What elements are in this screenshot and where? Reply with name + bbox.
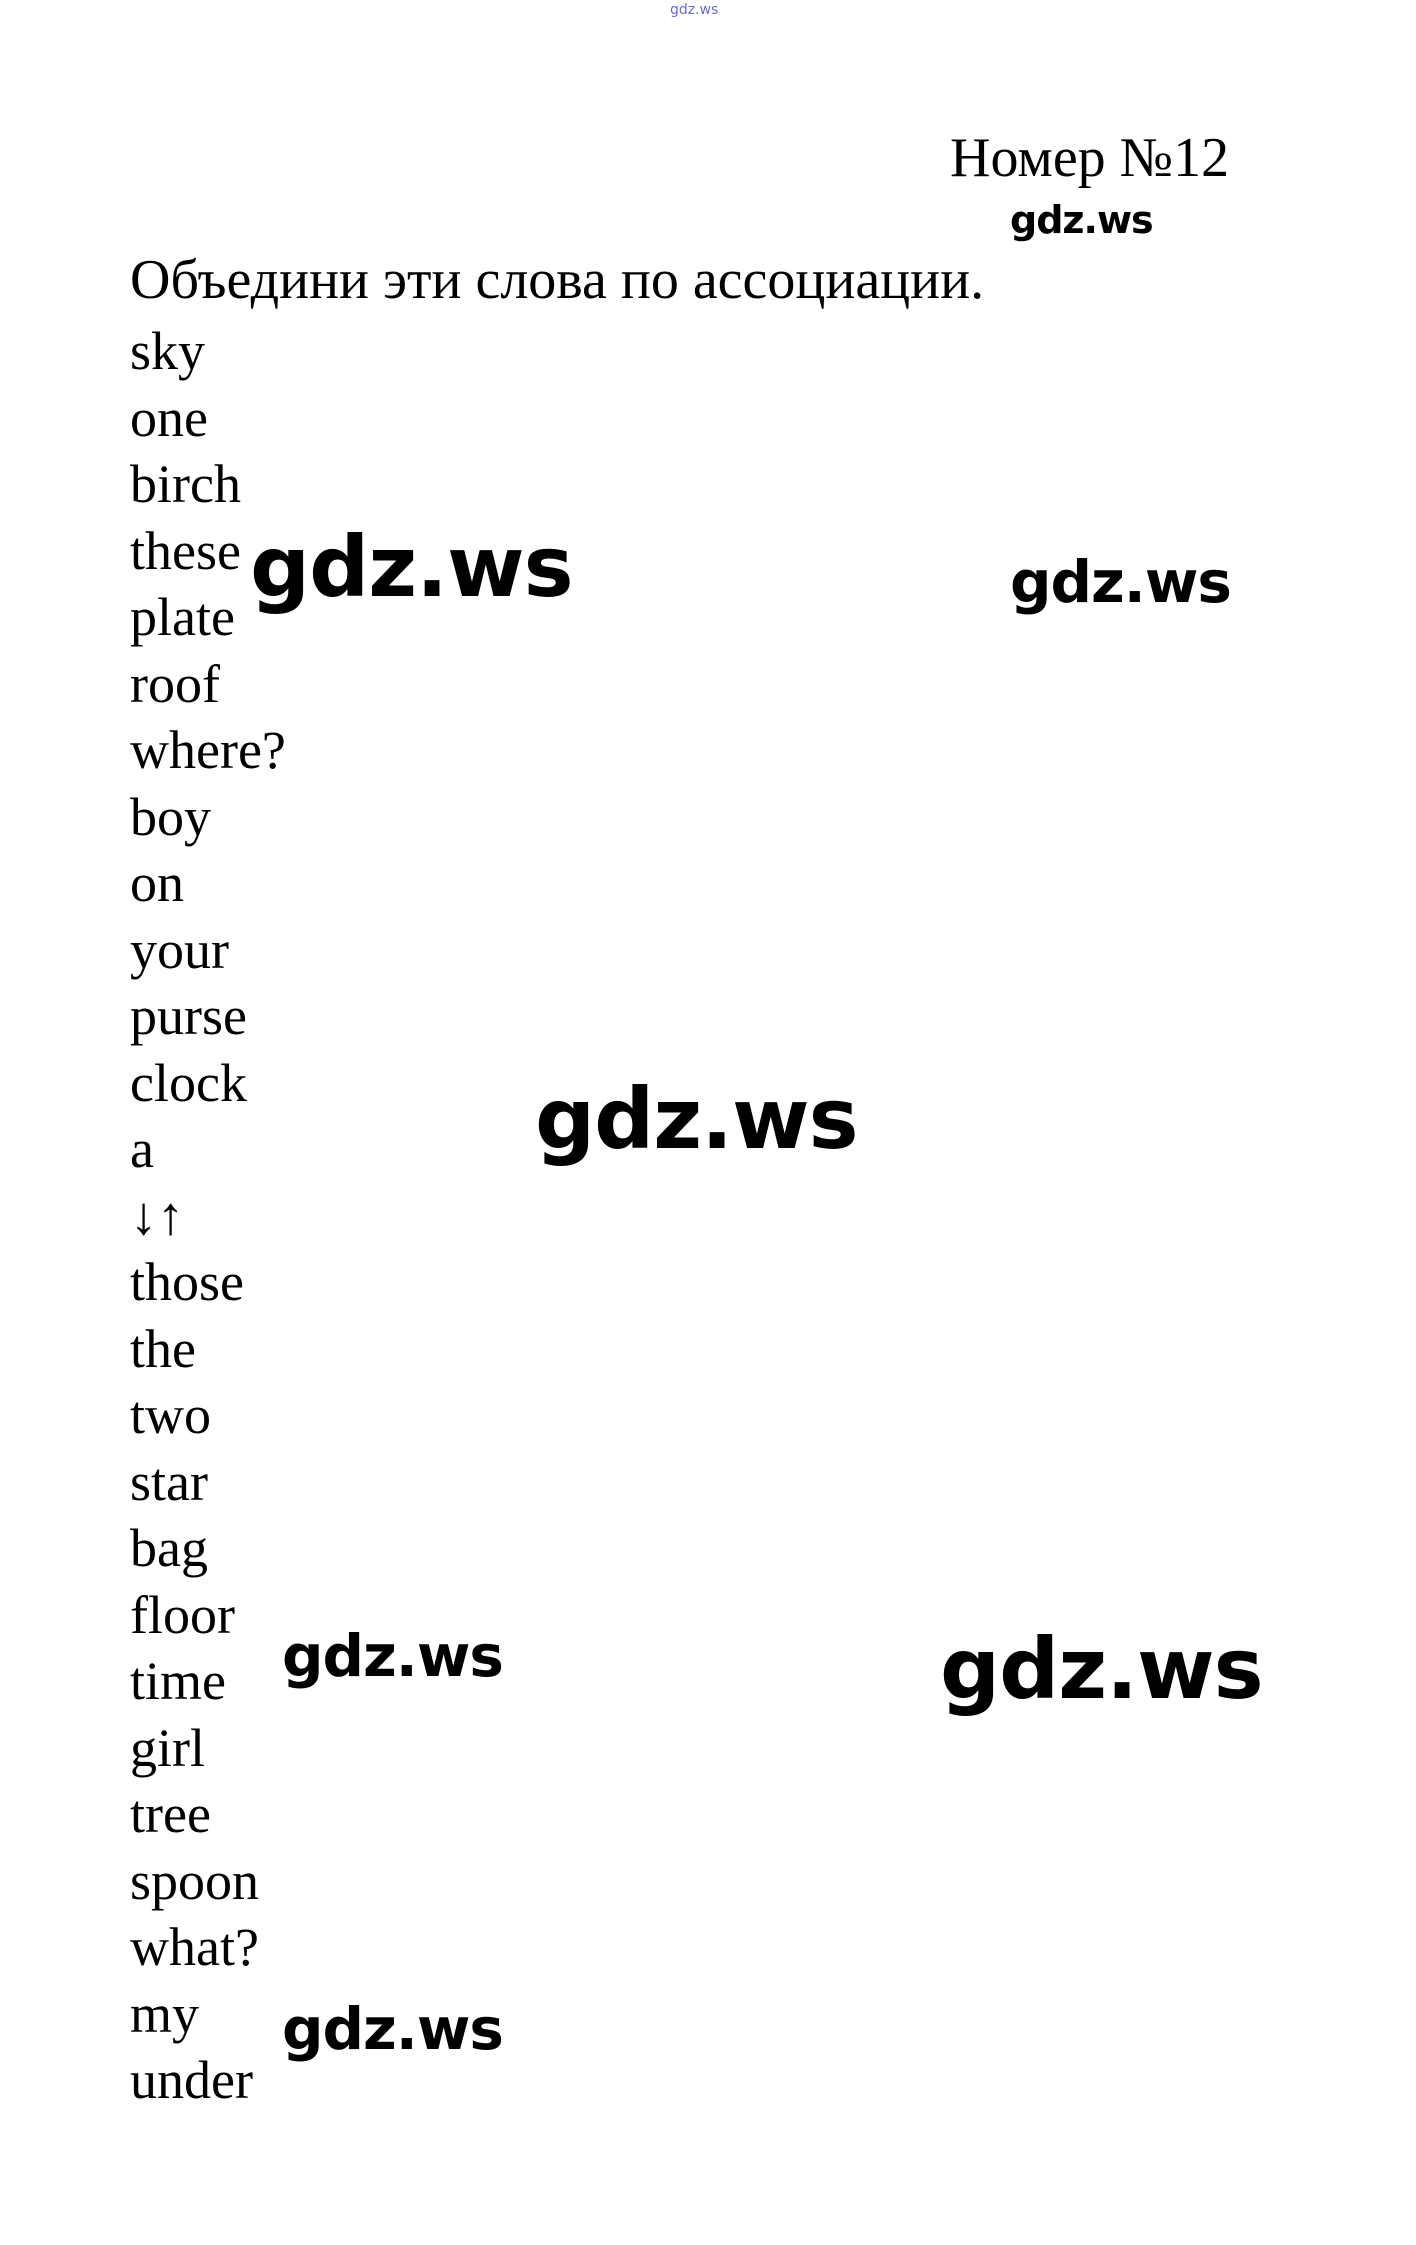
watermark: gdz.ws — [1010, 548, 1231, 616]
word-item: these — [130, 520, 241, 581]
word-item: my — [130, 1983, 200, 2044]
watermark: gdz.ws — [282, 1622, 503, 1690]
word-item: a — [130, 1119, 154, 1179]
word-item: the — [130, 1318, 196, 1379]
task-number: Номер №12 — [950, 127, 1230, 189]
word-item: star — [130, 1451, 208, 1512]
word-item: one — [130, 387, 208, 448]
word-item: what? — [130, 1917, 259, 1977]
word-item: spoon — [130, 1850, 260, 1911]
word-item: plate — [130, 587, 235, 647]
watermark: gdz.ws — [282, 1995, 503, 2063]
word-item: girl — [130, 1717, 205, 1778]
word-item: clock — [130, 1052, 247, 1113]
watermark: gdz.ws — [535, 1070, 858, 1168]
word-item: floor — [130, 1584, 235, 1645]
top-watermark: gdz.ws — [670, 2, 719, 18]
word-item: your — [130, 919, 229, 980]
word-item: under — [130, 2050, 253, 2110]
word-item: roof — [130, 653, 220, 714]
word-item: sky — [130, 321, 206, 381]
watermark: gdz.ws — [250, 518, 573, 616]
word-item: ↓↑ — [130, 1185, 184, 1246]
word-item: two — [130, 1385, 211, 1445]
watermark: gdz.ws — [1010, 198, 1153, 242]
word-item: purse — [130, 986, 247, 1046]
word-item: birch — [130, 454, 241, 514]
watermark: gdz.ws — [940, 1620, 1263, 1718]
word-item: boy — [130, 786, 211, 847]
word-item: time — [130, 1651, 226, 1711]
task-instruction: Объедини эти слова по ассоциации. — [130, 249, 985, 311]
word-item: bag — [130, 1518, 208, 1578]
word-item: those — [130, 1252, 244, 1312]
word-item: tree — [130, 1784, 211, 1844]
word-item: where? — [130, 720, 286, 780]
word-item: on — [130, 853, 184, 913]
